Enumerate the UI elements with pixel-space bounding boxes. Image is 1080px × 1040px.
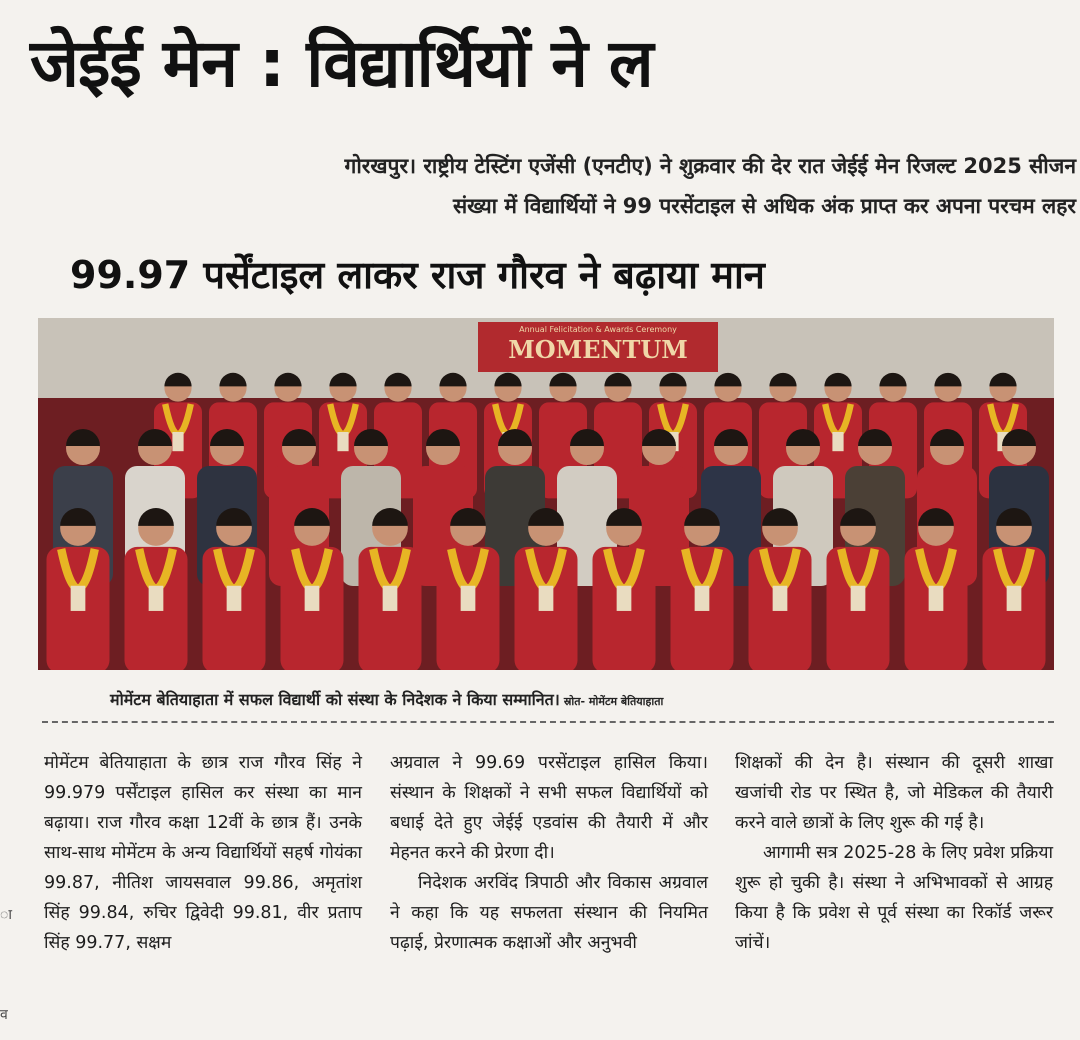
article-col3-para1: शिक्षकों की देन है। संस्थान की दूसरी शाखा खजांची रोड पर स्थित है, जो मेडिकल की तैयारी करने वाले छात्रों के लिए शुरू की गई है।	[735, 753, 1053, 833]
banner-subtext: Annual Felicitation & Awards Ceremony	[519, 325, 677, 334]
trophy	[305, 586, 320, 611]
margin-mark-2: व	[0, 1007, 8, 1023]
trophy	[929, 586, 944, 611]
photo-caption	[110, 688, 1010, 710]
lead-line-2: संख्या में विद्यार्थियों ने 99 परसेंटाइल से अधिक अंक प्राप्त कर अपना परचम लहर	[452, 194, 1076, 218]
trophy	[851, 586, 866, 611]
trophy	[773, 586, 788, 611]
trophy	[617, 586, 632, 611]
headline: जेईई मेन : विद्यार्थियों ने ल	[30, 25, 653, 102]
trophy	[383, 586, 398, 611]
trophy	[337, 432, 348, 451]
article-column-1	[44, 748, 362, 958]
article-col1-text: मोमेंटम बेतियाहाता के छात्र राज गौरव सिंह ने 99.979 पर्सेंटाइल हासिल कर संस्था का मान बढ़ाया। राज गौरव कक्षा 12वीं के छात्र हैं। उनके साथ-साथ मोमेंटम के अन्य विद्यार्थियों सहर्ष गोयंका 99.87, नीतिश जायसवाल 99.86, अमृतांश सिंह 99.84, रुचिर द्विवेदी 99.81, वीर प्रताप सिंह 99.77, सक्षम	[44, 753, 362, 953]
trophy	[149, 586, 164, 611]
trophy	[1007, 586, 1022, 611]
caption-source: स्रोत- मोमेंटम बेतियाहाता	[563, 695, 664, 708]
article-column-2	[390, 748, 708, 958]
trophy	[695, 586, 710, 611]
divider	[42, 721, 1054, 723]
trophy	[461, 586, 476, 611]
trophy	[227, 586, 242, 611]
trophy	[172, 432, 183, 451]
trophy	[539, 586, 554, 611]
margin-mark-1: ा	[0, 907, 12, 923]
group-photo	[38, 318, 1054, 670]
banner-text: MOMENTUM	[508, 335, 688, 364]
article-column-3	[735, 748, 1053, 958]
article-col2-para1: अग्रवाल ने 99.69 परसेंटाइल हासिल किया। संस्थान के शिक्षकों ने सभी सफल विद्यार्थियों को बधाई देते हुए जेईई एडवांस की तैयारी में और मेहनत करने की प्रेरणा दी।	[390, 753, 708, 863]
caption-text: मोमेंटम बेतियाहाता में सफल विद्यार्थी को संस्था के निदेशक ने किया सम्मानित।	[110, 690, 560, 709]
subheadline: 99.97 पर्सेंटाइल लाकर राज गौरव ने बढ़ाया मान	[70, 253, 765, 297]
trophy	[832, 432, 843, 451]
lead-line-1: गोरखपुर। राष्ट्रीय टेस्टिंग एजेंसी (एनटीए) ने शुक्रवार की देर रात जेईई मेन रिजल्ट 2025 सीजन	[344, 154, 1076, 178]
article-col3-para2: आगामी सत्र 2025-28 के लिए प्रवेश प्रक्रिया शुरू हो चुकी है। संस्था ने अभिभावकों से आग्रह किया है कि प्रवेश से पूर्व संस्था का रिकॉर्ड जरूर जांचें।	[735, 843, 1053, 953]
trophy	[71, 586, 86, 611]
article-col2-para2: निदेशक अरविंद त्रिपाठी और विकास अग्रवाल ने कहा कि यह सफलता संस्थान की नियमित पढ़ाई, प्रेरणात्मक कक्षाओं और अनुभवी	[390, 873, 708, 953]
